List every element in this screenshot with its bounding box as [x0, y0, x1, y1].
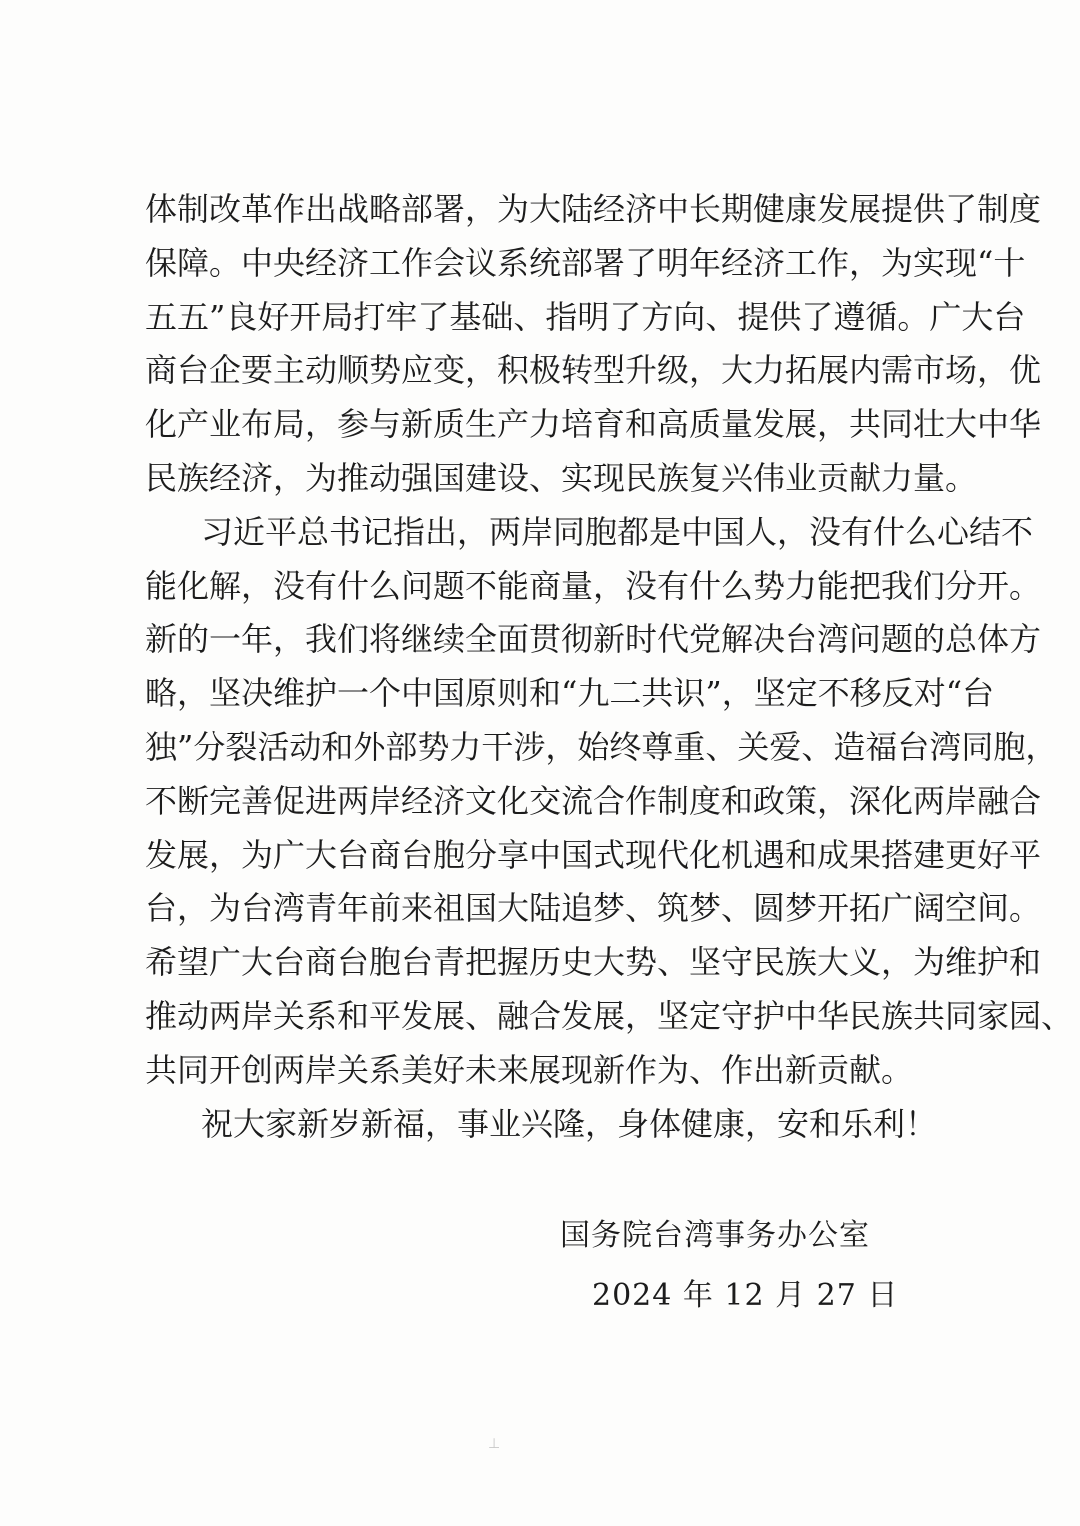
text-line: 独”分裂活动和外部势力干涉，始终尊重、关爱、造福台湾同胞， [145, 727, 1058, 766]
closing-greeting: 祝大家新岁新福，事业兴隆，身体健康，安和乐利！ [201, 1104, 938, 1143]
text-line: 共同开创两岸关系美好未来展现新作为、作出新贡献。 [145, 1050, 914, 1089]
text-line: 化产业布局，参与新质生产力培育和高质量发展，共同壮大中华 [145, 405, 1042, 444]
issuing-organization: 国务院台湾事务办公室 [560, 1218, 870, 1253]
scan-artifact-mark: ⊥ [488, 1436, 501, 1452]
text-line: 希望广大台商台胞台青把握历史大势、坚守民族大义，为维护和 [145, 943, 1042, 982]
text-line: 保障。中央经济工作会议系统部署了明年经济工作，为实现“十 [145, 243, 1026, 282]
paragraph-3 [145, 1098, 955, 1152]
text-line: 民族经济，为推动强国建设、实现民族复兴伟业贡献力量。 [145, 458, 978, 497]
paragraph-1 [145, 183, 1042, 506]
text-line: 五五”良好开局打牢了基础、指明了方向、提供了遵循。广大台 [145, 297, 1026, 336]
text-line: 习近平总书记指出，两岸同胞都是中国人，没有什么心结不 [201, 512, 1034, 551]
letter-body [145, 183, 1074, 1151]
text-line: 能化解，没有什么问题不能商量，没有什么势力能把我们分开。 [145, 566, 1042, 605]
issue-date: 2024 年 12 月 27 日 [592, 1278, 899, 1313]
text-line: 台，为台湾青年前来祖国大陆追梦、筑梦、圆梦开拓广阔空间。 [145, 889, 1042, 928]
text-line: 推动两岸关系和平发展、融合发展，坚定守护中华民族共同家园、 [145, 996, 1074, 1035]
paragraph-2 [145, 506, 1074, 1098]
text-line: 发展，为广大台商台胞分享中国式现代化机遇和成果搭建更好平 [145, 835, 1042, 874]
text-line: 不断完善促进两岸经济文化交流合作制度和政策，深化两岸融合 [145, 781, 1042, 820]
text-line: 商台企要主动顺势应变，积极转型升级，大力拓展内需市场，优 [145, 351, 1042, 390]
text-line: 略，坚决维护一个中国原则和“九二共识”，坚定不移反对“台 [145, 674, 995, 713]
text-line: 新的一年，我们将继续全面贯彻新时代党解决台湾问题的总体方 [145, 620, 1042, 659]
text-line: 体制改革作出战略部署，为大陆经济中长期健康发展提供了制度 [145, 190, 1042, 228]
